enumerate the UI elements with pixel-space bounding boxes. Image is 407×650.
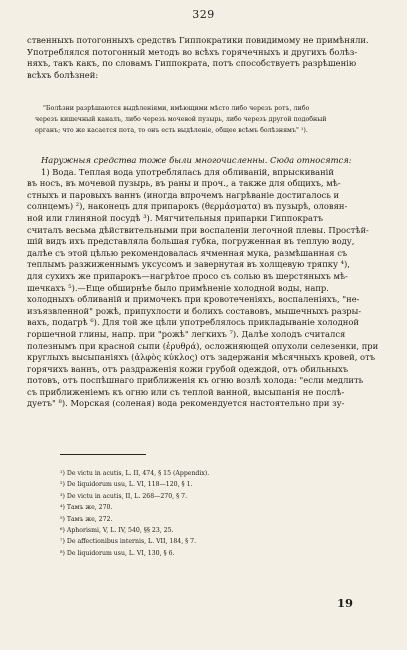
text-line: изъязвленной" рожѣ, припухлости и болихъ составовъ, мышечныхъ разры- [27, 305, 362, 316]
text-line: солнцемъ) ²), наконецъ для припарокъ (θερμάσματα) въ пузырѣ, оловян- [27, 201, 348, 212]
footnote: ²) De liquidorum usu, L. VI, 118—120, § 1. [60, 481, 193, 489]
text-line: Употреблялся потогонный методъ во всѣхъ горячечныхъ и другихъ болѣз- [27, 46, 358, 57]
text-line: стныхъ и паровыхъ ваннъ (иногда впрочемъ нагрѣваніе достигалось и [27, 189, 340, 200]
text-line: считалъ весьма дѣйствительными при воспаленіи легочной плевы. Простѣй- [27, 224, 369, 235]
quote-line: черезъ кишечный каналъ, либо черезъ мочевой пузырь, либо черезъ другой подобный [35, 116, 327, 124]
text-line: горячихъ ваннъ, отъ раздраженія кожи грубой одеждой, отъ обильныхъ [27, 363, 349, 374]
quote-line: органъ; что же касается пота, то онъ есть выдѣленіе, общее всѣмъ болѣзнямъ" ¹). [35, 127, 308, 135]
text-line: шечкахъ ⁵).—Еще обширнѣе было примѣненіе холодной воды, напр. [27, 282, 329, 293]
text-line: всѣхъ болѣзней: [27, 69, 99, 80]
footnote-divider [60, 454, 146, 455]
page-number-top: 329 [192, 8, 215, 21]
page-number-bottom: 19 [337, 596, 354, 610]
text-line: для сухихъ же припарокъ—нагрѣтое просо съ солью въ шерстяныхъ мѣ- [27, 270, 348, 281]
main-paragraph [27, 155, 381, 410]
text-line: холодныхъ обливаній и примочекъ при кровотеченіяхъ, воспаленіяхъ, "не- [27, 294, 360, 305]
footnote: ⁷) De affectionibus internis, L. VII, 184, § 7. [60, 538, 197, 546]
footnote: ⁸) De liquidorum usu, L. VI, 130, § 6. [60, 549, 175, 557]
text-line: вахъ, подагрѣ ⁶). Для той же цѣли употреблялось прикладываніе холодной [27, 317, 359, 328]
text-line: въ носъ, въ мочевой пузырь, въ раны и проч., а также для общихъ, мѣ- [27, 178, 341, 189]
text-line: 1) Вода. Теплая вода употреблялась для обливаній, впрыскиваній [41, 166, 334, 177]
text-line: съ приближеніемъ къ огню или съ теплой ванной, высыпанія не послѣ- [27, 386, 345, 397]
footnote: ³) De victu in acutis, II, L. 268—270, § 7. [60, 492, 188, 500]
text-line: дуетъ" ⁸). Морская (соленая) вода рекомендуется настоятельно при зу- [27, 398, 345, 409]
text-line: далѣе съ этой цѣлью рекомендовалась ячменная мука, размѣшанная съ [27, 247, 348, 258]
text-line: теплымъ разжиженнымъ уксусомъ и завернутая въ холщевую тряпку ⁴), [27, 259, 350, 270]
text-line: горшечной глины, напр. при "рожѣ" легкихъ ⁷). Далѣе холодъ считался [27, 328, 346, 339]
section-heading-line: Наружныя средства тоже были многочисленны. Сюда относятся: [41, 155, 352, 165]
intro-paragraph [27, 35, 381, 81]
text-line: ной или глиняной посудѣ ³). Мягчительныя припарки Гиппократъ [27, 212, 323, 223]
footnotes [60, 468, 360, 559]
footnote: ⁴) Тамъ же, 270. [60, 504, 113, 512]
text-line: няхъ, такъ какъ, по словамъ Гиппократа, потъ способствуетъ разрѣшенію [27, 58, 357, 69]
text-line: ственныхъ потогонныхъ средствъ Гиппократики повидимому не примѣняли. [27, 35, 369, 45]
footnote: ¹) De victu in acutis, L. II, 474, § 15 (Appendix). [60, 470, 210, 477]
footnote: ⁶) Aphorismi, V, L. IV, 540, §§ 23, 25. [60, 527, 174, 535]
text-line: шій видъ ихъ представляла большая губка, погруженная въ теплую воду, [27, 236, 355, 247]
text-line: потовъ, отъ поспѣшнаго приближенія къ огню возлѣ холода: "если медлить [27, 375, 364, 386]
hippocrates-quote [35, 103, 381, 137]
footnote: ⁵) Тамъ же, 272. [60, 515, 113, 523]
text-line: круглыхъ высыпаніяхъ (ἀλφὸς κύκλος) отъ задержанія мѣсячныхъ кровей, отъ [27, 352, 376, 363]
quote-line: "Болѣзни разрѣшаются выдѣленіями, имѣющими мѣсто либо черезъ ротъ, либо [43, 105, 310, 112]
text-line: полезнымъ при красной сыпи (ἐρυθρά), осложняющей опухоли селезенки, при [27, 340, 379, 351]
